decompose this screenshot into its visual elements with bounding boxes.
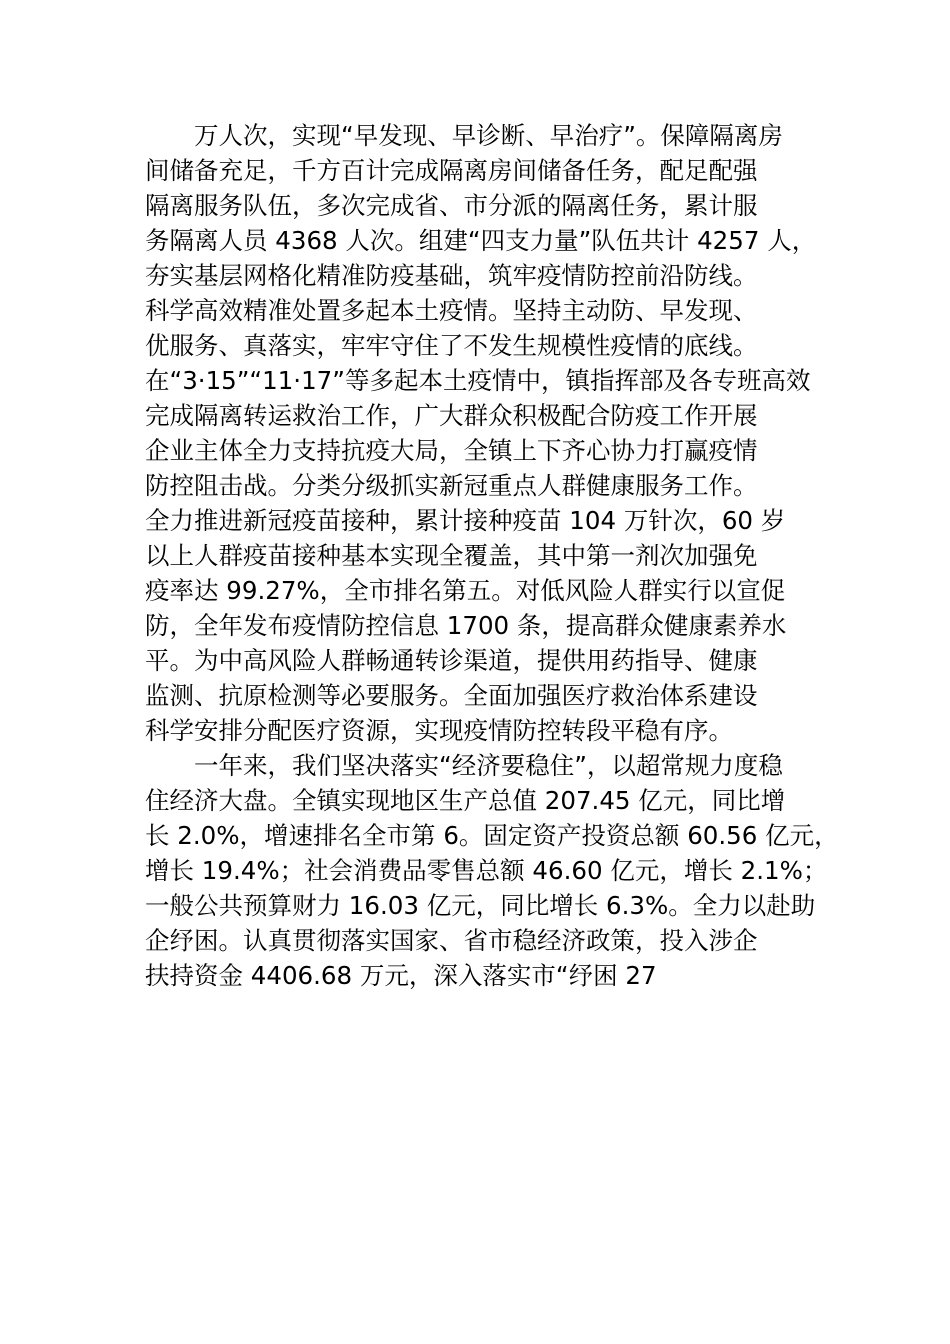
text-line: 全力推进新冠疫苗接种，累计接种疫苗 104 万针次，60 岁 <box>145 506 786 535</box>
text-line: 在“3·15”“11·17”等多起本土疫情中，镇指挥部及各专班高效 <box>145 366 811 395</box>
text-line: 长 2.0%，增速排名全市第 6。固定资产投资总额 60.56 亿元， <box>145 821 839 850</box>
text-line: 万人次，实现“早发现、早诊断、早治疗”。保障隔离房 <box>194 121 783 150</box>
text-line: 完成隔离转运救治工作，广大群众积极配合防疫工作开展 <box>145 401 758 430</box>
text-line: 以上人群疫苗接种基本实现全覆盖，其中第一剂次加强免 <box>145 541 758 570</box>
text-line: 防控阻击战。分类分级抓实新冠重点人群健康服务工作。 <box>145 471 758 500</box>
text-line: 防，全年发布疫情防控信息 1700 条，提高群众健康素养水 <box>145 611 787 640</box>
body-text <box>145 118 839 993</box>
text-line: 优服务、真落实，牢牢守住了不发生规模性疫情的底线。 <box>145 331 758 360</box>
text-line: 增长 19.4%；社会消费品零售总额 46.60 亿元，增长 2.1%； <box>145 856 828 885</box>
text-line: 住经济大盘。全镇实现地区生产总值 207.45 亿元，同比增 <box>145 786 786 815</box>
text-line: 隔离服务队伍，多次完成省、市分派的隔离任务，累计服 <box>145 191 758 220</box>
text-line: 监测、抗原检测等必要服务。全面加强医疗救治体系建设 <box>145 681 758 710</box>
text-line: 夯实基层网格化精准防疫基础，筑牢疫情防控前沿防线。 <box>145 261 758 290</box>
text-line: 一年来，我们坚决落实“经济要稳住”，以超常规力度稳 <box>194 751 783 780</box>
text-line: 平。为中高风险人群畅通转诊渠道，提供用药指导、健康 <box>145 646 758 675</box>
text-line: 一般公共预算财力 16.03 亿元，同比增长 6.3%。全力以赴助 <box>145 891 816 920</box>
text-line: 科学高效精准处置多起本土疫情。坚持主动防、早发现、 <box>145 296 758 325</box>
text-line: 疫率达 99.27%，全市排名第五。对低风险人群实行以宣促 <box>145 576 786 605</box>
text-line: 企业主体全力支持抗疫大局，全镇上下齐心协力打赢疫情 <box>145 436 758 465</box>
text-line: 科学安排分配医疗资源，实现疫情防控转段平稳有序。 <box>145 716 733 745</box>
text-line: 企纾困。认真贯彻落实国家、省市稳经济政策，投入涉企 <box>145 926 758 955</box>
text-line: 务隔离人员 4368 人次。组建“四支力量”队伍共计 4257 人， <box>145 226 817 255</box>
text-line: 间储备充足，千方百计完成隔离房间储备任务，配足配强 <box>145 156 758 185</box>
text-line: 扶持资金 4406.68 万元，深入落实市“纾困 27 <box>145 961 657 990</box>
